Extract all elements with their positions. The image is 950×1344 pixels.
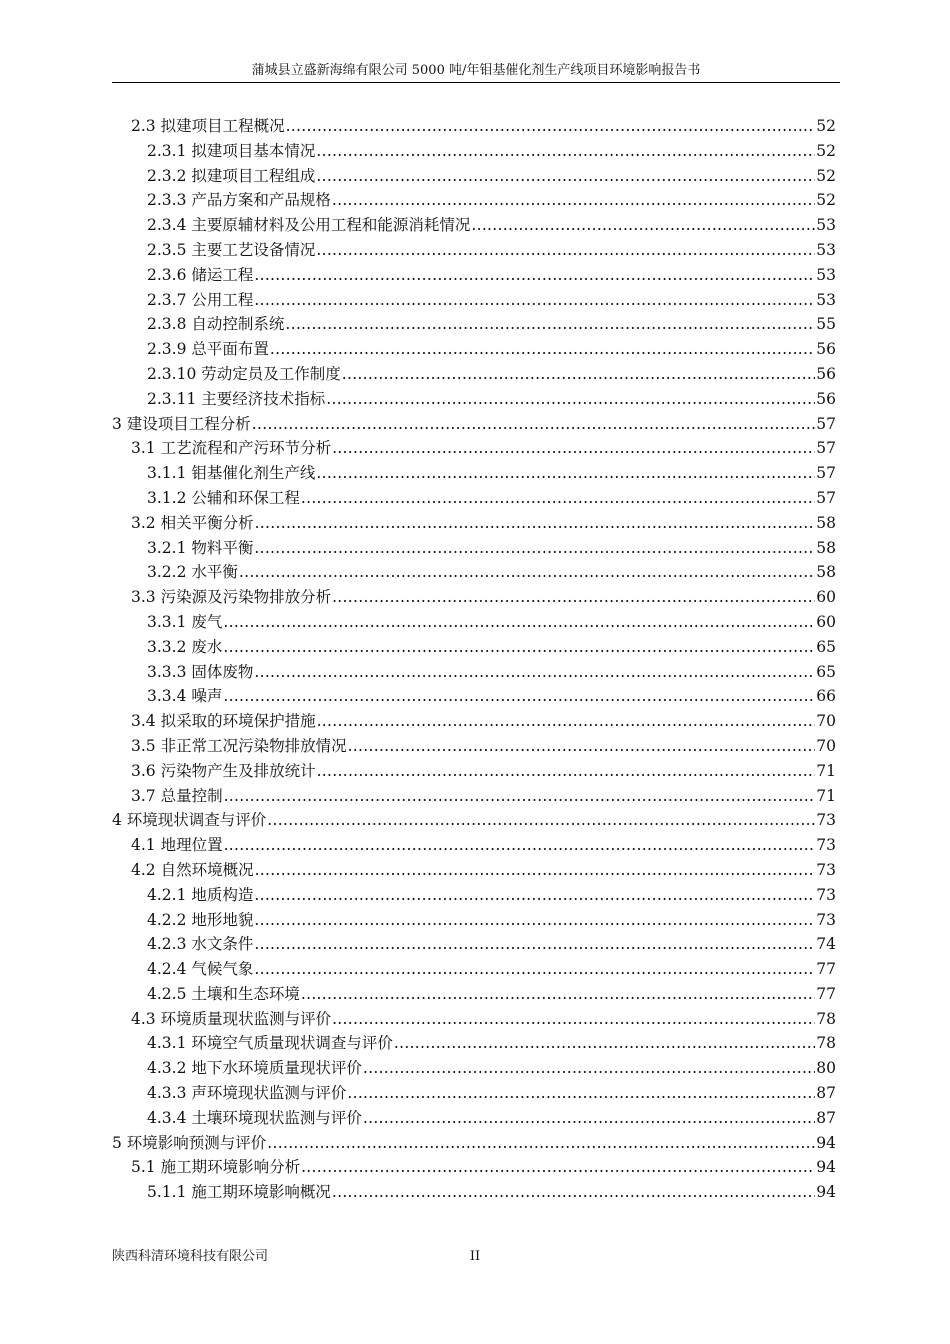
header-divider [112,82,840,83]
toc-dot-leader [363,1056,815,1081]
toc-entry-page: 53 [816,290,836,309]
toc-dot-leader [267,1131,815,1156]
toc-dot-leader [332,436,815,461]
toc-entry-page: 57 [816,464,836,483]
toc-entry-title: 3.1.2 公辅和环保工程 [147,488,300,507]
toc-entry-page: 58 [816,563,836,582]
toc-entry-page: 77 [816,960,836,979]
toc-entry-page: 73 [816,836,836,855]
toc-dot-leader [326,387,815,412]
toc-dot-leader [301,1155,815,1180]
toc-entry-page: 73 [816,910,836,929]
toc-entry-page: 53 [816,240,836,259]
toc-entry-title: 2.3.6 储运工程 [147,265,254,284]
toc-entry-title: 2.3.7 公用工程 [147,290,254,309]
toc-entry-title: 3.5 非正常工况污染物排放情况 [131,736,347,755]
toc-entry-title: 4.2.1 地质构造 [147,885,254,904]
toc-dot-leader [267,808,815,833]
toc-dot-leader [252,412,815,437]
toc-dot-leader [239,560,815,585]
toc-entry[interactable] [112,1007,836,1032]
toc-entry-page: 52 [816,117,836,135]
toc-entry[interactable] [112,139,836,164]
toc-entry-title: 3.3 污染源及污染物排放分析 [131,588,332,607]
toc-dot-leader [317,709,816,734]
toc-entry-page: 66 [816,687,836,706]
toc-entry[interactable] [112,660,836,685]
toc-dot-leader [254,288,815,313]
toc-entry[interactable] [112,1180,836,1205]
toc-dot-leader [471,213,815,238]
toc-entry[interactable] [112,1081,836,1106]
toc-entry-title: 4.3.1 环境空气质量现状调查与评价 [147,1034,393,1053]
toc-dot-leader [254,883,815,908]
toc-entry[interactable] [112,560,836,585]
toc-entry-title: 2.3.5 主要工艺设备情况 [147,240,316,259]
toc-entry[interactable] [112,288,836,313]
toc-entry[interactable] [112,213,836,238]
toc-dot-leader [254,957,815,982]
toc-entry-title: 4.3.4 土壤环境现状监测与评价 [147,1108,362,1127]
toc-entry-title: 3.3.1 废气 [147,612,223,631]
toc-entry-title: 4 环境现状调查与评价 [112,811,267,830]
toc-entry-page: 53 [816,216,836,235]
toc-entry-title: 3.3.2 废水 [147,637,223,656]
toc-entry-page: 58 [816,513,836,532]
toc-dot-leader [301,982,815,1007]
toc-entry[interactable] [112,188,836,213]
toc-dot-leader [363,1106,815,1131]
toc-entry-title: 3.4 拟采取的环境保护措施 [131,712,316,731]
toc-dot-leader [254,536,815,561]
toc-entry[interactable] [112,362,836,387]
toc-entry[interactable] [112,1131,836,1156]
toc-dot-leader [332,1180,815,1205]
toc-dot-leader [270,337,815,362]
toc-entry-page: 57 [816,439,836,458]
toc-entry[interactable] [112,511,836,536]
page-header-title: 蒲城县立盛新海绵有限公司 5000 吨/年钼基催化剂生产线项目环境影响报告书 [251,63,701,78]
toc-entry-title: 4.2 自然环境概况 [131,860,254,879]
toc-entry-page: 87 [816,1108,836,1127]
toc-entry[interactable] [112,833,836,858]
toc-entry-page: 73 [816,885,836,904]
toc-entry[interactable] [112,908,836,933]
toc-entry-title: 4.1 地理位置 [131,836,223,855]
toc-entry-page: 57 [816,414,836,433]
toc-dot-leader [223,635,815,660]
toc-entry-title: 5 环境影响预测与评价 [112,1133,267,1152]
table-of-contents [112,114,836,1205]
toc-entry[interactable] [112,684,836,709]
toc-entry[interactable] [112,883,836,908]
toc-entry-title: 4.3.3 声环境现状监测与评价 [147,1084,347,1103]
toc-dot-leader [301,486,815,511]
toc-entry[interactable] [112,337,836,362]
toc-entry-title: 3.3.4 噪声 [147,687,223,706]
toc-entry-title: 4.3.2 地下水环境质量现状评价 [147,1059,362,1078]
toc-entry-title: 2.3.9 总平面布置 [147,340,269,359]
toc-entry-page: 58 [816,538,836,557]
toc-entry-title: 4.3 环境质量现状监测与评价 [131,1009,332,1028]
toc-entry-title: 2.3.3 产品方案和产品规格 [147,191,331,210]
toc-entry[interactable] [112,164,836,189]
toc-dot-leader [254,660,815,685]
toc-entry[interactable] [112,932,836,957]
toc-entry[interactable] [112,1106,836,1131]
toc-entry-title: 4.2.3 水文条件 [147,935,254,954]
toc-entry-title: 2.3.4 主要原辅材料及公用工程和能源消耗情况 [147,216,471,235]
toc-entry-page: 56 [816,389,836,408]
toc-entry-title: 3 建设项目工程分析 [112,414,251,433]
toc-entry-title: 2.3.2 拟建项目工程组成 [147,166,316,185]
toc-dot-leader [316,164,815,189]
toc-entry-title: 3.2 相关平衡分析 [131,513,254,532]
toc-entry[interactable] [112,114,836,139]
toc-dot-leader [347,1081,815,1106]
toc-entry-page: 53 [816,265,836,284]
toc-entry-page: 56 [816,364,836,383]
toc-dot-leader [342,362,816,387]
toc-entry-page: 87 [816,1084,836,1103]
toc-entry[interactable] [112,957,836,982]
toc-entry[interactable] [112,585,836,610]
toc-entry-page: 74 [816,935,836,954]
toc-entry[interactable] [112,858,836,883]
toc-entry-page: 78 [816,1034,836,1053]
toc-dot-leader [255,858,816,883]
toc-entry[interactable] [112,734,836,759]
toc-entry-page: 78 [816,1009,836,1028]
toc-entry-page: 52 [816,141,836,160]
toc-entry[interactable] [112,1056,836,1081]
toc-entry[interactable] [112,486,836,511]
toc-entry-page: 52 [816,191,836,210]
toc-dot-leader [285,312,815,337]
toc-entry-page: 73 [816,860,836,879]
toc-entry-page: 52 [816,166,836,185]
toc-entry[interactable] [112,610,836,635]
toc-dot-leader [316,461,815,486]
toc-entry-page: 56 [816,340,836,359]
toc-entry-title: 2.3.10 劳动定员及工作制度 [147,364,341,383]
toc-entry[interactable] [112,1031,836,1056]
toc-entry-page: 73 [816,811,836,830]
toc-entry-title: 3.3.3 固体废物 [147,662,254,681]
toc-entry[interactable] [112,536,836,561]
toc-entry[interactable] [112,982,836,1007]
footer-company-name: 陕西科清环境科技有限公司 [112,1249,269,1264]
toc-entry-title: 4.2.2 地形地貌 [147,910,254,929]
toc-entry-page: 60 [816,588,836,607]
toc-entry-page: 71 [816,786,836,805]
toc-entry-page: 65 [816,662,836,681]
toc-dot-leader [223,684,815,709]
toc-dot-leader [394,1031,815,1056]
toc-entry[interactable] [112,709,836,734]
toc-entry[interactable] [112,238,836,263]
toc-entry-title: 3.1.1 钼基催化剂生产线 [147,464,316,483]
toc-entry-title: 3.2.1 物料平衡 [147,538,254,557]
toc-entry[interactable] [112,387,836,412]
toc-entry[interactable] [112,263,836,288]
toc-entry[interactable] [112,784,836,809]
toc-entry-title: 4.2.5 土壤和生态环境 [147,984,300,1003]
toc-dot-leader [254,263,815,288]
toc-entry[interactable] [112,808,836,833]
toc-entry[interactable] [112,436,836,461]
toc-dot-leader [254,908,815,933]
toc-entry-page: 80 [816,1059,836,1078]
toc-entry-title: 4.2.4 气候气象 [147,960,254,979]
toc-dot-leader [224,784,816,809]
toc-entry-title: 2.3.11 主要经济技术指标 [147,389,326,408]
toc-entry-title: 5.1.1 施工期环境影响概况 [147,1183,331,1202]
toc-dot-leader [224,833,816,858]
toc-entry[interactable] [112,759,836,784]
toc-entry[interactable] [112,1155,836,1180]
toc-entry-page: 77 [816,984,836,1003]
toc-dot-leader [255,511,816,536]
toc-dot-leader [317,759,816,784]
toc-entry-page: 55 [816,315,836,334]
toc-dot-leader [348,734,816,759]
toc-entry[interactable] [112,412,836,437]
toc-dot-leader [332,1007,815,1032]
toc-entry-page: 94 [816,1158,836,1177]
footer-page-number: II [469,1249,481,1264]
toc-entry-page: 94 [816,1183,836,1202]
toc-entry-title: 3.2.2 水平衡 [147,563,238,582]
toc-dot-leader [332,585,815,610]
toc-entry-title: 3.7 总量控制 [131,786,223,805]
toc-dot-leader [223,610,815,635]
toc-entry-page: 71 [816,761,836,780]
toc-entry-page: 65 [816,637,836,656]
toc-entry-page: 57 [816,488,836,507]
toc-entry-title: 2.3.1 拟建项目基本情况 [147,141,316,160]
toc-dot-leader [332,188,815,213]
toc-entry-page: 70 [816,712,836,731]
toc-entry[interactable] [112,312,836,337]
toc-entry-page: 60 [816,612,836,631]
toc-entry-page: 70 [816,736,836,755]
toc-entry[interactable] [112,461,836,486]
toc-entry-title: 3.1 工艺流程和产污环节分析 [131,439,332,458]
toc-entry-title: 3.6 污染物产生及排放统计 [131,761,316,780]
toc-entry-title: 5.1 施工期环境影响分析 [131,1158,301,1177]
toc-entry-page: 94 [816,1133,836,1152]
toc-dot-leader [286,114,816,139]
toc-dot-leader [316,139,815,164]
toc-dot-leader [316,238,815,263]
toc-entry[interactable] [112,635,836,660]
toc-entry-title: 2.3.8 自动控制系统 [147,315,285,334]
toc-dot-leader [254,932,815,957]
toc-entry-title: 2.3 拟建项目工程概况 [131,117,285,135]
